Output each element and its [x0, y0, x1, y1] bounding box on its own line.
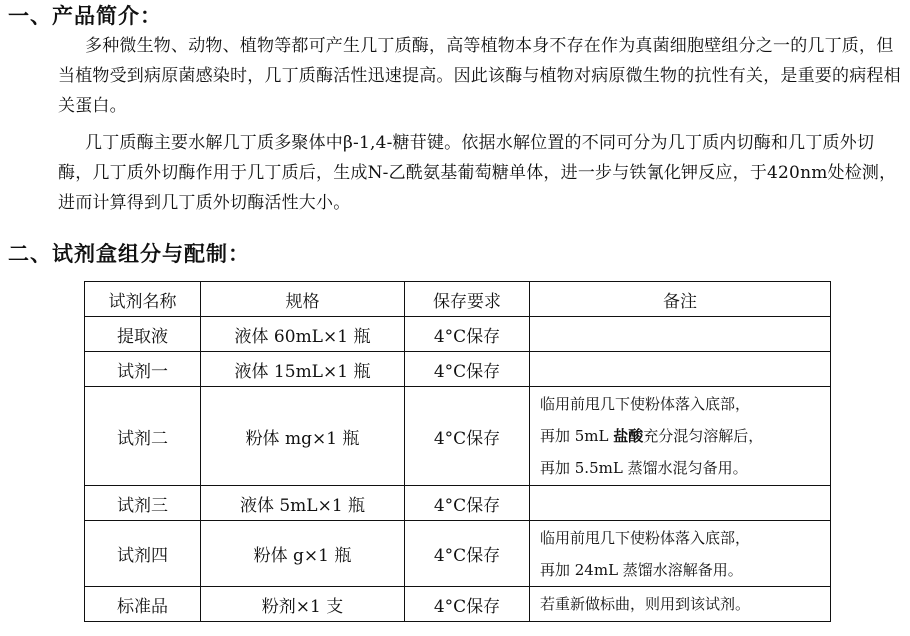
note-line: 临用前甩几下使粉体落入底部，: [540, 528, 751, 547]
table-row: [85, 587, 831, 622]
cell-storage: 4°C保存: [405, 486, 530, 521]
header-cell-storage: 保存要求: [405, 282, 530, 317]
cell-name: 试剂一: [85, 352, 201, 387]
intro-paragraph-2: 几丁质酶主要水解几丁质多聚体中β-1,4-糖苷键。依据水解位置的不同可分为几丁质内切酶和几丁质外切酶，几丁质外切酶作用于几丁质后，生成N-乙酰氨基葡萄糖单体，进一步与铁氰化钾反应，于420nm处检测，进而计算得到几丁质外切酶活性大小。: [58, 133, 897, 213]
reagent-table: [84, 281, 831, 622]
cell-spec: 粉体 g×1 瓶: [201, 521, 405, 587]
table-header-row: [85, 282, 831, 317]
cell-spec: 粉体 mg×1 瓶: [201, 387, 405, 486]
note-line: 再加 5mL 盐酸充分混匀溶解后，: [540, 427, 764, 445]
table-row: [85, 486, 831, 521]
table-row: [85, 387, 831, 486]
header-cell-spec: 规格: [201, 282, 405, 317]
header-cell-note: 备注: [530, 282, 831, 317]
cell-name: 提取液: [85, 317, 201, 352]
table-row: [85, 352, 831, 387]
cell-storage: 4°C保存: [405, 352, 530, 387]
cell-name: 试剂三: [85, 486, 201, 521]
section-heading-kit-components: 二、试剂盒组分与配制：: [8, 242, 250, 266]
section-heading-product-intro: 一、产品简介：: [8, 4, 162, 28]
cell-note: [530, 486, 831, 521]
cell-storage: 4°C保存: [405, 317, 530, 352]
note-line: 临用前甩几下使粉体落入底部，: [540, 395, 751, 413]
cell-name: 试剂四: [85, 521, 201, 587]
cell-spec: 液体 60mL×1 瓶: [201, 317, 405, 352]
cell-storage: 4°C保存: [405, 521, 530, 587]
cell-storage: 4°C保存: [405, 587, 530, 622]
header-cell-name: 试剂名称: [85, 282, 201, 317]
cell-name: 试剂二: [85, 387, 201, 486]
note-line: 再加 24mL 蒸馏水溶解备用。: [540, 560, 743, 579]
cell-name: 标准品: [85, 587, 201, 622]
cell-note: 若重新做标曲，则用到该试剂。: [530, 587, 831, 622]
table-row: [85, 521, 831, 587]
cell-note: [530, 387, 831, 486]
cell-spec: 液体 15mL×1 瓶: [201, 352, 405, 387]
cell-note: [530, 317, 831, 352]
cell-spec: 液体 5mL×1 瓶: [201, 486, 405, 521]
cell-note: [530, 521, 831, 587]
note-line: 再加 5.5mL 蒸馏水混匀备用。: [540, 459, 748, 477]
intro-paragraph-1: 多种微生物、动物、植物等都可产生几丁质酶，高等植物本身不存在作为真菌细胞壁组分之一的几丁质，但当植物受到病原菌感染时，几丁质酶活性迅速提高。因此该酶与植物对病原微生物的抗性有关，是重要的病程相关蛋白。: [58, 36, 901, 116]
cell-note: [530, 352, 831, 387]
emphasized-reagent: 盐酸: [613, 427, 644, 445]
table-row: [85, 317, 831, 352]
cell-spec: 粉剂×1 支: [201, 587, 405, 622]
cell-storage: 4°C保存: [405, 387, 530, 486]
